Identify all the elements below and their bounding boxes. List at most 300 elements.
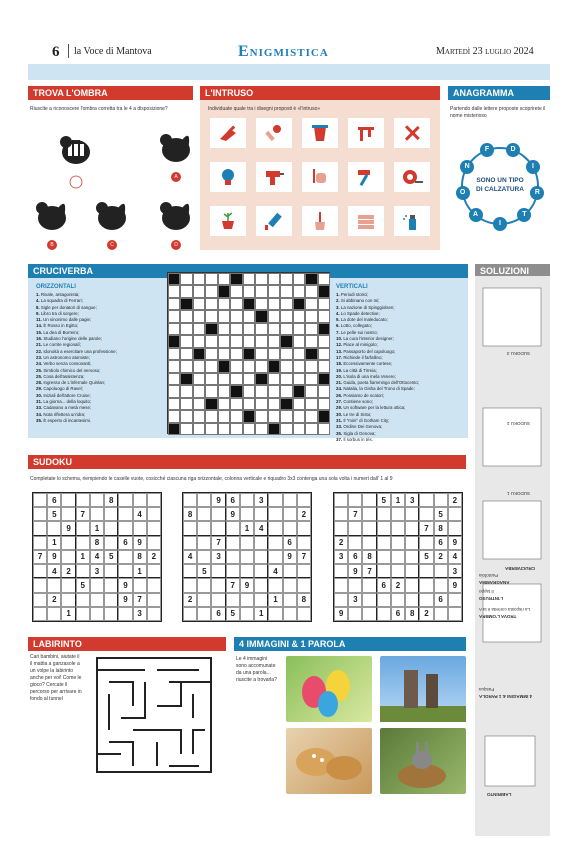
crossword-cell[interactable] [280,348,292,360]
crossword-cell[interactable] [205,373,217,385]
sudoku-cell[interactable] [240,550,254,564]
sudoku-cell[interactable]: 3 [405,493,419,507]
crossword-cell[interactable] [218,273,230,285]
crossword-cell[interactable] [180,373,192,385]
crossword-cell[interactable] [293,285,305,297]
crossword-cell[interactable] [230,335,242,347]
sudoku-cell[interactable] [240,607,254,621]
crossword-cell[interactable] [305,360,317,372]
crossword-cell[interactable] [230,423,242,435]
crossword-cell[interactable] [280,310,292,322]
sudoku-cell[interactable] [254,564,268,578]
crossword-cell[interactable] [193,398,205,410]
sudoku-cell[interactable] [391,521,405,535]
crossword-cell[interactable] [305,373,317,385]
sudoku-cell[interactable]: 3 [133,607,147,621]
sudoku-cell[interactable]: 5 [434,507,448,521]
crossword-cell[interactable] [293,298,305,310]
crossword-cell[interactable] [305,298,317,310]
sudoku-cell[interactable] [90,507,104,521]
sudoku-cell[interactable] [104,536,118,550]
crossword-cell[interactable] [230,298,242,310]
sudoku-cell[interactable] [268,578,282,592]
sudoku-cell[interactable]: 5 [226,607,240,621]
crossword-cell[interactable] [168,335,180,347]
sudoku-cell[interactable] [147,521,161,535]
crossword-cell[interactable] [180,310,192,322]
sudoku-cell[interactable] [118,550,132,564]
sudoku-cell[interactable] [268,536,282,550]
sudoku-cell[interactable] [76,607,90,621]
crossword-cell[interactable] [230,348,242,360]
sudoku-cell[interactable]: 4 [254,521,268,535]
sudoku-cell[interactable]: 7 [297,550,311,564]
crossword-cell[interactable] [243,385,255,397]
crossword-cell[interactable] [168,348,180,360]
sudoku-cell[interactable]: 2 [334,536,348,550]
crossword-cell[interactable] [218,410,230,422]
sudoku-cell[interactable] [254,550,268,564]
crossword-cell[interactable] [168,298,180,310]
sudoku-cell[interactable] [297,536,311,550]
crossword-cell[interactable] [205,423,217,435]
crossword-cell[interactable] [293,348,305,360]
sudoku-cell[interactable]: 4 [448,550,462,564]
sudoku-cell[interactable] [47,607,61,621]
sudoku-cell[interactable] [448,521,462,535]
crossword-cell[interactable] [293,410,305,422]
sudoku-cell[interactable] [61,578,75,592]
sudoku-cell[interactable]: 3 [348,593,362,607]
sudoku-cell[interactable] [33,536,47,550]
crossword-cell[interactable] [255,360,267,372]
crossword-cell[interactable] [293,310,305,322]
crossword-cell[interactable] [318,360,330,372]
sudoku-cell[interactable] [197,578,211,592]
sudoku-cell[interactable] [434,607,448,621]
sudoku-cell[interactable] [104,593,118,607]
sudoku-cell[interactable] [147,607,161,621]
sudoku-cell[interactable]: 6 [283,536,297,550]
sudoku-cell[interactable]: 9 [211,493,225,507]
crossword-cell[interactable] [268,385,280,397]
sudoku-cell[interactable] [61,593,75,607]
crossword-cell[interactable] [280,385,292,397]
crossword-cell[interactable] [205,360,217,372]
sudoku-cell[interactable] [348,607,362,621]
sudoku-cell[interactable] [434,493,448,507]
sudoku-cell[interactable] [419,578,433,592]
crossword-cell[interactable] [268,360,280,372]
crossword-cell[interactable] [193,323,205,335]
sudoku-cell[interactable]: 6 [211,607,225,621]
sudoku-cell[interactable]: 9 [61,521,75,535]
sudoku-cell[interactable] [268,507,282,521]
crossword-cell[interactable] [268,310,280,322]
sudoku-cell[interactable] [33,593,47,607]
crossword-cell[interactable] [218,385,230,397]
sudoku-cell[interactable] [405,578,419,592]
sudoku-cell[interactable] [240,593,254,607]
crossword-cell[interactable] [305,398,317,410]
crossword-cell[interactable] [243,323,255,335]
crossword-cell[interactable] [293,385,305,397]
crossword-cell[interactable] [243,273,255,285]
sudoku-cell[interactable] [362,607,376,621]
sudoku-cell[interactable]: 5 [419,550,433,564]
sudoku-cell[interactable] [197,507,211,521]
sudoku-cell[interactable] [283,593,297,607]
sudoku-cell[interactable] [334,578,348,592]
crossword-cell[interactable] [218,298,230,310]
crossword-cell[interactable] [243,360,255,372]
sudoku-cell[interactable] [240,507,254,521]
crossword-cell[interactable] [280,323,292,335]
sudoku-cell[interactable] [226,593,240,607]
sudoku-cell[interactable] [240,493,254,507]
sudoku-cell[interactable]: 7 [419,521,433,535]
sudoku-cell[interactable]: 3 [254,493,268,507]
sudoku-cell[interactable]: 1 [133,564,147,578]
sudoku-cell[interactable]: 7 [33,550,47,564]
crossword-cell[interactable] [255,385,267,397]
sudoku-cell[interactable] [147,536,161,550]
crossword-cell[interactable] [305,385,317,397]
crossword-cell[interactable] [193,348,205,360]
sudoku-cell[interactable] [448,507,462,521]
crossword-cell[interactable] [305,323,317,335]
crossword-cell[interactable] [168,373,180,385]
sudoku-cell[interactable]: 7 [133,593,147,607]
sudoku-cell[interactable] [405,507,419,521]
crossword-cell[interactable] [255,298,267,310]
sudoku-cell[interactable] [240,536,254,550]
crossword-cell[interactable] [168,285,180,297]
sudoku-cell[interactable] [377,550,391,564]
sudoku-cell[interactable] [391,507,405,521]
crossword-cell[interactable] [268,398,280,410]
crossword-cell[interactable] [218,360,230,372]
sudoku-cell[interactable] [297,607,311,621]
crossword-cell[interactable] [205,310,217,322]
sudoku-cell[interactable] [348,536,362,550]
sudoku-cell[interactable] [334,521,348,535]
sudoku-cell[interactable]: 4 [183,550,197,564]
crossword-cell[interactable] [193,285,205,297]
sudoku-cell[interactable] [362,578,376,592]
crossword-cell[interactable] [268,423,280,435]
sudoku-cell[interactable]: 6 [348,550,362,564]
sudoku-cell[interactable] [211,578,225,592]
crossword-cell[interactable] [168,273,180,285]
sudoku-cell[interactable] [362,507,376,521]
sudoku-cell[interactable] [362,593,376,607]
sudoku-cell[interactable]: 2 [61,564,75,578]
crossword-cell[interactable] [205,285,217,297]
sudoku-cell[interactable] [297,564,311,578]
crossword-cell[interactable] [205,335,217,347]
sudoku-cell[interactable]: 9 [133,536,147,550]
crossword-cell[interactable] [193,423,205,435]
sudoku-cell[interactable] [147,493,161,507]
sudoku-cell[interactable] [90,593,104,607]
sudoku-cell[interactable]: 2 [419,607,433,621]
sudoku-cell[interactable] [76,521,90,535]
sudoku-cell[interactable] [183,578,197,592]
crossword-cell[interactable] [255,335,267,347]
sudoku-cell[interactable]: 5 [197,564,211,578]
sudoku-cell[interactable] [133,578,147,592]
sudoku-cell[interactable]: 6 [434,536,448,550]
sudoku-cell[interactable] [183,521,197,535]
crossword-cell[interactable] [180,423,192,435]
crossword-cell[interactable] [280,298,292,310]
sudoku-cell[interactable] [104,578,118,592]
sudoku-cell[interactable] [334,493,348,507]
crossword-cell[interactable] [268,285,280,297]
sudoku-cell[interactable] [211,507,225,521]
crossword-cell[interactable] [180,410,192,422]
crossword-cell[interactable] [193,273,205,285]
sudoku-cell[interactable]: 4 [47,564,61,578]
sudoku-cell[interactable]: 2 [297,507,311,521]
sudoku-cell[interactable] [33,507,47,521]
crossword-cell[interactable] [180,323,192,335]
crossword-cell[interactable] [243,335,255,347]
crossword-cell[interactable] [243,348,255,360]
sudoku-cell[interactable] [283,578,297,592]
sudoku-cell[interactable]: 2 [391,578,405,592]
crossword-cell[interactable] [205,323,217,335]
crossword-cell[interactable] [180,335,192,347]
sudoku-cell[interactable]: 6 [118,536,132,550]
sudoku-cell[interactable]: 4 [268,564,282,578]
sudoku-cell[interactable]: 8 [434,521,448,535]
crossword-cell[interactable] [305,410,317,422]
crossword-cell[interactable] [268,298,280,310]
crossword-cell[interactable] [268,335,280,347]
crossword-cell[interactable] [230,310,242,322]
crossword-cell[interactable] [230,323,242,335]
sudoku-cell[interactable] [47,521,61,535]
sudoku-cell[interactable] [118,521,132,535]
crossword-cell[interactable] [230,360,242,372]
sudoku-cell[interactable] [362,521,376,535]
crossword-cell[interactable] [255,410,267,422]
crossword-cell[interactable] [255,398,267,410]
sudoku-cell[interactable] [419,593,433,607]
sudoku-cell[interactable] [268,521,282,535]
sudoku-cell[interactable] [226,550,240,564]
crossword-cell[interactable] [293,423,305,435]
sudoku-cell[interactable] [240,564,254,578]
sudoku-cell[interactable] [283,607,297,621]
crossword-cell[interactable] [218,323,230,335]
crossword-cell[interactable] [230,385,242,397]
sudoku-cell[interactable] [197,550,211,564]
sudoku-cell[interactable] [183,607,197,621]
sudoku-cell[interactable]: 9 [118,578,132,592]
crossword-cell[interactable] [243,298,255,310]
sudoku-cell[interactable]: 8 [297,593,311,607]
crossword-cell[interactable] [293,335,305,347]
crossword-cell[interactable] [268,373,280,385]
crossword-cell[interactable] [243,423,255,435]
sudoku-cell[interactable] [104,607,118,621]
crossword-cell[interactable] [243,410,255,422]
sudoku-cell[interactable] [147,593,161,607]
crossword-cell[interactable] [280,373,292,385]
sudoku-cell[interactable] [377,607,391,621]
sudoku-cell[interactable]: 2 [448,493,462,507]
crossword-cell[interactable] [318,285,330,297]
sudoku-cell[interactable]: 9 [283,550,297,564]
sudoku-cell[interactable] [283,521,297,535]
sudoku-cell[interactable] [362,493,376,507]
sudoku-cell[interactable]: 5 [377,493,391,507]
crossword-cell[interactable] [243,310,255,322]
sudoku-cell[interactable] [183,536,197,550]
sudoku-cell[interactable] [90,578,104,592]
sudoku-cell[interactable] [61,507,75,521]
sudoku-cell[interactable]: 2 [47,593,61,607]
sudoku-cell[interactable] [61,550,75,564]
sudoku-cell[interactable] [104,521,118,535]
sudoku-cell[interactable] [226,564,240,578]
crossword-cell[interactable] [205,398,217,410]
sudoku-cell[interactable]: 4 [90,550,104,564]
sudoku-cell[interactable]: 4 [133,507,147,521]
crossword-cell[interactable] [318,310,330,322]
crossword-cell[interactable] [318,385,330,397]
sudoku-cell[interactable] [254,507,268,521]
sudoku-cell[interactable]: 1 [268,593,282,607]
crossword-cell[interactable] [280,273,292,285]
crossword-cell[interactable] [168,310,180,322]
sudoku-cell[interactable] [362,536,376,550]
sudoku-cell[interactable] [405,550,419,564]
crossword-cell[interactable] [293,273,305,285]
sudoku-cell[interactable] [348,578,362,592]
sudoku-cell[interactable]: 3 [334,550,348,564]
sudoku-cell[interactable]: 3 [90,564,104,578]
crossword-cell[interactable] [255,273,267,285]
crossword-cell[interactable] [280,398,292,410]
sudoku-cell[interactable] [61,493,75,507]
sudoku-cell[interactable]: 6 [391,607,405,621]
sudoku-cell[interactable] [183,493,197,507]
sudoku-cell[interactable] [147,578,161,592]
sudoku-cell[interactable] [211,593,225,607]
crossword-cell[interactable] [318,273,330,285]
crossword-cell[interactable] [180,385,192,397]
crossword-cell[interactable] [268,410,280,422]
crossword-cell[interactable] [280,360,292,372]
sudoku-cell[interactable]: 7 [211,536,225,550]
sudoku-cell[interactable] [391,564,405,578]
crossword-cell[interactable] [205,298,217,310]
sudoku-cell[interactable] [118,607,132,621]
crossword-cell[interactable] [168,410,180,422]
crossword-cell[interactable] [180,298,192,310]
sudoku-cell[interactable]: 9 [348,564,362,578]
crossword-cell[interactable] [305,310,317,322]
crossword-cell[interactable] [318,298,330,310]
crossword-cell[interactable] [193,385,205,397]
sudoku-cell[interactable]: 9 [226,507,240,521]
sudoku-cell[interactable]: 8 [183,507,197,521]
sudoku-cell[interactable]: 5 [104,550,118,564]
sudoku-cell[interactable] [104,564,118,578]
sudoku-cell[interactable]: 6 [377,578,391,592]
crossword-cell[interactable] [218,285,230,297]
crossword-cell[interactable] [193,410,205,422]
sudoku-cell[interactable]: 1 [61,607,75,621]
crossword-cell[interactable] [255,323,267,335]
sudoku-cell[interactable] [197,536,211,550]
crossword-cell[interactable] [193,335,205,347]
sudoku-cell[interactable]: 5 [76,578,90,592]
sudoku-cell[interactable]: 9 [334,607,348,621]
crossword-cell[interactable] [168,360,180,372]
crossword-cell[interactable] [268,323,280,335]
crossword-cell[interactable] [193,360,205,372]
sudoku-cell[interactable] [405,536,419,550]
sudoku-cell[interactable] [377,593,391,607]
sudoku-cell[interactable] [211,521,225,535]
sudoku-cell[interactable] [33,578,47,592]
crossword-cell[interactable] [318,335,330,347]
sudoku-cell[interactable] [104,507,118,521]
crossword-cell[interactable] [218,310,230,322]
crossword-cell[interactable] [218,348,230,360]
crossword-cell[interactable] [255,423,267,435]
crossword-cell[interactable] [180,285,192,297]
sudoku-cell[interactable] [283,564,297,578]
sudoku-cell[interactable] [254,578,268,592]
crossword-cell[interactable] [205,273,217,285]
sudoku-cell[interactable] [334,507,348,521]
crossword-cell[interactable] [305,348,317,360]
sudoku-cell[interactable] [405,521,419,535]
crossword-cell[interactable] [293,323,305,335]
sudoku-cell[interactable]: 7 [76,507,90,521]
crossword-cell[interactable] [218,335,230,347]
sudoku-cell[interactable] [297,578,311,592]
sudoku-cell[interactable]: 9 [47,550,61,564]
sudoku-cell[interactable]: 2 [183,593,197,607]
crossword-cell[interactable] [218,398,230,410]
crossword-cell[interactable] [193,298,205,310]
sudoku-cell[interactable] [33,607,47,621]
sudoku-cell[interactable] [147,564,161,578]
sudoku-cell[interactable] [434,578,448,592]
crossword-cell[interactable] [255,348,267,360]
sudoku-cell[interactable] [254,536,268,550]
crossword-cell[interactable] [180,360,192,372]
sudoku-cell[interactable] [419,564,433,578]
crossword-cell[interactable] [243,373,255,385]
crossword-cell[interactable] [280,423,292,435]
sudoku-cell[interactable]: 3 [211,550,225,564]
crossword-cell[interactable] [230,285,242,297]
sudoku-cell[interactable] [405,564,419,578]
sudoku-cell[interactable]: 1 [47,536,61,550]
crossword-cell[interactable] [280,335,292,347]
crossword-cell[interactable] [243,285,255,297]
crossword-cell[interactable] [268,348,280,360]
crossword-cell[interactable] [230,373,242,385]
